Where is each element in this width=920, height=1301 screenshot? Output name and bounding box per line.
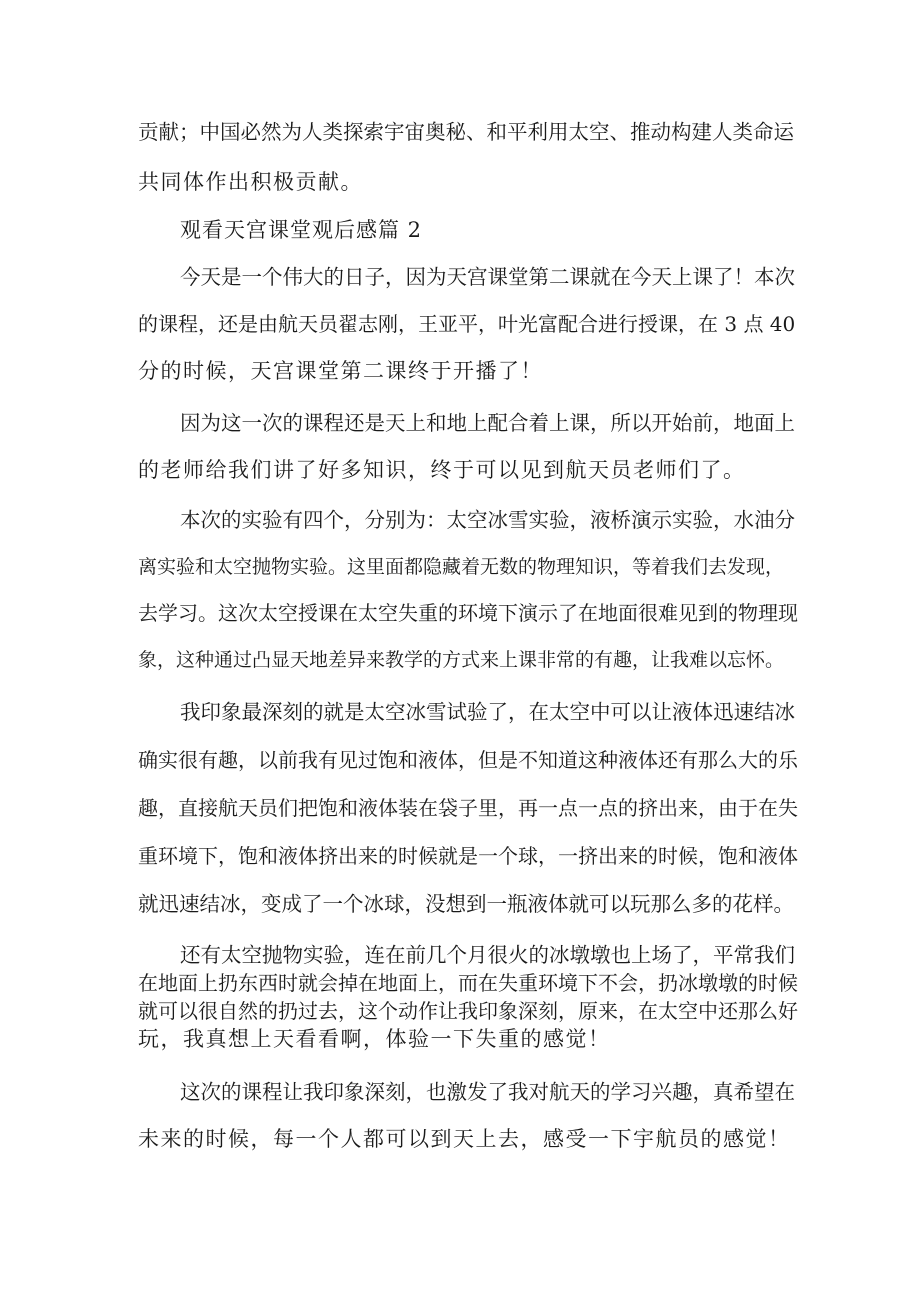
paragraph-1-line-1: 今天是一个伟大的日子，因为天宫课堂第二课就在今天上课了！本次: [180, 265, 795, 289]
paragraph-3-line-3: 去学习。这次太空授课在太空失重的环境下演示了在地面很难见到的物理现: [138, 601, 798, 625]
paragraph-4-line-4: 重环境下，饱和液体挤出来的时候就是一个球，一挤出来的时候，饱和液体: [138, 844, 798, 868]
paragraph-5-line-4: 玩，我真想上天看看啊，体验一下失重的感觉！: [138, 1027, 611, 1051]
paragraph-3-line-4: 象，这种通过凸显天地差异来教学的方式来上课非常的有趣，让我难以忘怀。: [138, 649, 785, 671]
paragraph-6-line-1: 这次的课程让我印象深刻，也激发了我对航天的学习兴趣，真希望在: [180, 1080, 795, 1104]
paragraph-4-line-3: 趣，直接航天员们把饱和液体装在袋子里，再一点一点的挤出来，由于在失: [138, 796, 798, 820]
paragraph-1-line-2: 的课程，还是由航天员翟志刚，王亚平，叶光富配合进行授课，在 3 点 40: [138, 312, 796, 336]
paragraph-4-line-5: 就迅速结冰，变成了一个冰球，没想到一瓶液体就可以玩那么多的花样。: [138, 892, 794, 916]
paragraph-6-line-2: 未来的时候，每一个人都可以到天上去，感受一下宇航员的感觉！: [138, 1127, 791, 1151]
paragraph-3-line-2: 离实验和太空抛物实验。这里面都隐藏着无数的物理知识，等着我们去发现，: [138, 556, 785, 578]
section-title: 观看天宫课堂观后感篇 2: [180, 218, 423, 242]
intro-line-2: 共同体作出积极贡献。: [138, 170, 363, 194]
paragraph-5-line-2: 在地面上扔东西时就会掉在地面上，而在失重环境下不会，扔冰墩墩的时候: [138, 971, 798, 995]
paragraph-3-line-1: 本次的实验有四个，分别为：太空冰雪实验，液桥演示实验，水油分: [180, 508, 795, 532]
paragraph-5-line-3: 就可以很自然的扔过去，这个动作让我印象深刻，原来，在太空中还那么好: [138, 999, 798, 1023]
paragraph-4-line-1: 我印象最深刻的就是太空冰雪试验了，在太空中可以让液体迅速结冰: [180, 700, 795, 724]
paragraph-2-line-2: 的老师给我们讲了好多知识，终于可以见到航天员老师们了。: [138, 458, 746, 482]
paragraph-1-line-3: 分的时候，天宫课堂第二课终于开播了！: [138, 359, 543, 383]
paragraph-5-line-1: 还有太空抛物实验，连在前几个月很火的冰墩墩也上场了，平常我们: [180, 943, 795, 967]
paragraph-2-line-1: 因为这一次的课程还是天上和地上配合着上课，所以开始前，地面上: [180, 411, 795, 435]
paragraph-4-line-2: 确实很有趣，以前我有见过饱和液体，但是不知道这种液体还有那么大的乐: [138, 748, 798, 772]
intro-line-1: 贡献；中国必然为人类探索宇宙奥秘、和平利用太空、推动构建人类命运: [138, 120, 794, 144]
